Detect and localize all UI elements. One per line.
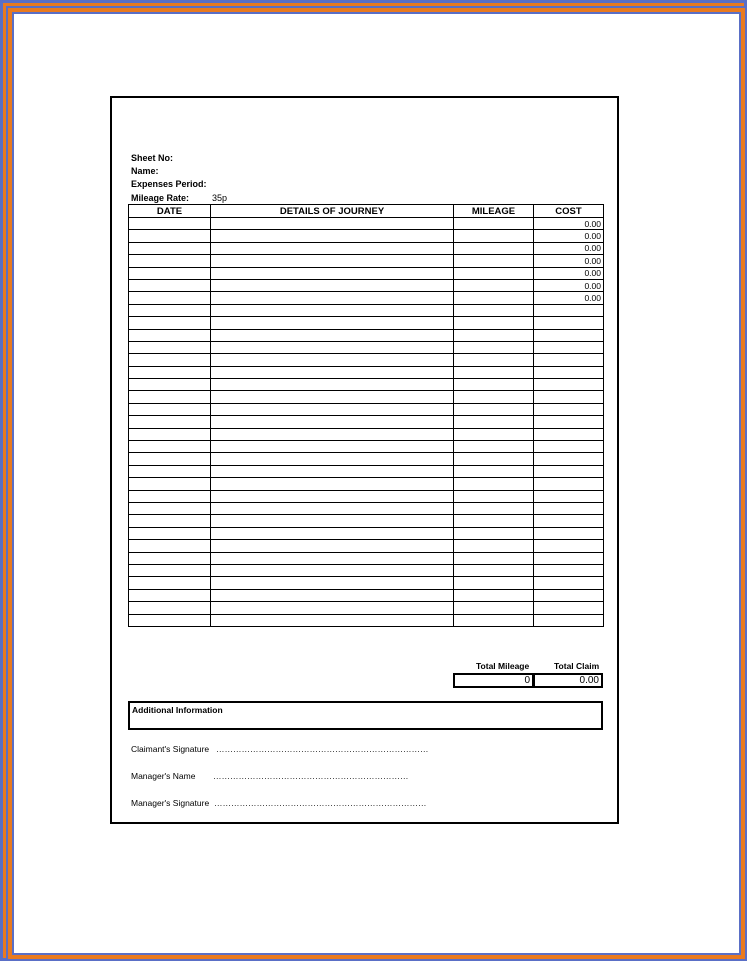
mileage-cell[interactable]	[454, 527, 534, 539]
date-cell[interactable]	[129, 292, 211, 304]
details-cell[interactable]	[211, 527, 454, 539]
table-header-row	[129, 205, 604, 218]
cost-cell[interactable]	[534, 490, 604, 502]
details-cell[interactable]	[211, 304, 454, 316]
cost-cell[interactable]	[534, 354, 604, 366]
table-row	[129, 403, 604, 415]
details-cell[interactable]	[211, 230, 454, 242]
date-cell[interactable]	[129, 341, 211, 353]
mileage-cell[interactable]	[454, 329, 534, 341]
cost-cell[interactable]	[534, 391, 604, 403]
table-row	[129, 527, 604, 539]
table-body	[129, 218, 604, 627]
date-cell[interactable]	[129, 564, 211, 576]
date-cell[interactable]	[129, 391, 211, 403]
mileage-cell[interactable]	[454, 403, 534, 415]
mileage-cell[interactable]	[454, 230, 534, 242]
cost-cell[interactable]	[534, 552, 604, 564]
cost-cell[interactable]	[534, 589, 604, 601]
date-cell[interactable]	[129, 416, 211, 428]
details-cell[interactable]	[211, 515, 454, 527]
claimant-signature-label: Claimant's Signature	[131, 744, 210, 754]
details-cell[interactable]	[211, 218, 454, 230]
mileage-cell[interactable]	[454, 341, 534, 353]
details-cell[interactable]	[211, 502, 454, 514]
table-row	[129, 589, 604, 601]
details-cell[interactable]	[211, 552, 454, 564]
details-cell[interactable]	[211, 478, 454, 490]
date-cell[interactable]	[129, 552, 211, 564]
date-cell[interactable]	[129, 478, 211, 490]
mileage-cell[interactable]	[454, 465, 534, 477]
date-cell[interactable]	[129, 218, 211, 230]
table-row	[129, 366, 604, 378]
cost-cell[interactable]	[534, 441, 604, 453]
details-cell[interactable]	[211, 614, 454, 626]
table-row	[129, 304, 604, 316]
table-row	[129, 230, 604, 242]
date-cell[interactable]	[129, 515, 211, 527]
cost-cell[interactable]	[534, 577, 604, 589]
date-cell[interactable]	[129, 242, 211, 254]
cost-cell[interactable]	[534, 564, 604, 576]
cost-cell[interactable]	[534, 527, 604, 539]
cost-cell[interactable]	[534, 515, 604, 527]
details-cell[interactable]	[211, 341, 454, 353]
date-cell[interactable]	[129, 304, 211, 316]
details-cell[interactable]	[211, 428, 454, 440]
mileage-cell[interactable]	[454, 614, 534, 626]
additional-info-label: Additional Information	[132, 705, 223, 715]
mileage-cell[interactable]	[454, 416, 534, 428]
table-row	[129, 428, 604, 440]
col-cost: COST	[534, 205, 604, 218]
cost-cell[interactable]	[534, 341, 604, 353]
manager-name-line[interactable]: ……………………………………………………………	[213, 771, 409, 781]
mileage-cell[interactable]	[454, 354, 534, 366]
table-row	[129, 416, 604, 428]
mileage-cell[interactable]	[454, 502, 534, 514]
details-cell[interactable]	[211, 577, 454, 589]
mileage-cell[interactable]	[454, 267, 534, 279]
table-row	[129, 490, 604, 502]
table-row	[129, 540, 604, 552]
table-row	[129, 515, 604, 527]
table-row	[129, 329, 604, 341]
mileage-cell[interactable]	[454, 577, 534, 589]
name-label: Name:	[131, 166, 159, 176]
cost-cell[interactable]	[534, 478, 604, 490]
table-row	[129, 552, 604, 564]
details-cell[interactable]	[211, 329, 454, 341]
date-cell[interactable]	[129, 329, 211, 341]
date-cell[interactable]	[129, 453, 211, 465]
details-cell[interactable]	[211, 453, 454, 465]
details-cell[interactable]	[211, 602, 454, 614]
cost-cell[interactable]: 0.00	[534, 279, 604, 291]
cost-cell[interactable]	[534, 465, 604, 477]
mileage-cell[interactable]	[454, 602, 534, 614]
table-row	[129, 341, 604, 353]
cost-cell[interactable]	[534, 602, 604, 614]
cost-cell[interactable]: 0.00	[534, 267, 604, 279]
details-cell[interactable]	[211, 540, 454, 552]
cost-cell[interactable]	[534, 304, 604, 316]
manager-name-label: Manager's Name	[131, 771, 196, 781]
date-cell[interactable]	[129, 230, 211, 242]
date-cell[interactable]	[129, 279, 211, 291]
table-row	[129, 478, 604, 490]
details-cell[interactable]	[211, 279, 454, 291]
manager-signature-line[interactable]: …………………………………………………………………	[214, 798, 427, 808]
details-cell[interactable]	[211, 465, 454, 477]
mileage-cell[interactable]	[454, 242, 534, 254]
mileage-cell[interactable]	[454, 564, 534, 576]
table-row	[129, 255, 604, 267]
col-mileage: MILEAGE	[454, 205, 534, 218]
cost-cell[interactable]	[534, 453, 604, 465]
cost-cell[interactable]	[534, 379, 604, 391]
mileage-cell[interactable]	[454, 292, 534, 304]
table-row	[129, 354, 604, 366]
table-row	[129, 218, 604, 230]
mileage-rate-value: 35p	[212, 193, 228, 203]
cost-cell[interactable]	[534, 428, 604, 440]
details-cell[interactable]	[211, 490, 454, 502]
date-cell[interactable]	[129, 255, 211, 267]
mileage-cell[interactable]	[454, 441, 534, 453]
mileage-rate-label: Mileage Rate:	[131, 193, 190, 203]
date-cell[interactable]	[129, 502, 211, 514]
cost-cell[interactable]	[534, 366, 604, 378]
table-row	[129, 267, 604, 279]
table-row	[129, 441, 604, 453]
details-cell[interactable]	[211, 242, 454, 254]
date-cell[interactable]	[129, 490, 211, 502]
date-cell[interactable]	[129, 602, 211, 614]
table-row	[129, 614, 604, 626]
table-row	[129, 602, 604, 614]
total-mileage-box[interactable]: 0	[453, 673, 534, 688]
details-cell[interactable]	[211, 317, 454, 329]
details-cell[interactable]	[211, 416, 454, 428]
col-details: DETAILS OF JOURNEY	[211, 205, 454, 218]
cost-cell[interactable]	[534, 502, 604, 514]
table-row	[129, 279, 604, 291]
table-row	[129, 465, 604, 477]
mileage-cell[interactable]	[454, 379, 534, 391]
date-cell[interactable]	[129, 428, 211, 440]
total-mileage-label: Total Mileage	[476, 661, 530, 671]
mileage-cell[interactable]	[454, 540, 534, 552]
manager-signature-label: Manager's Signature	[131, 798, 210, 808]
total-claim-label: Total Claim	[554, 661, 600, 671]
mileage-cell[interactable]	[454, 490, 534, 502]
cost-cell[interactable]	[534, 317, 604, 329]
cost-cell[interactable]: 0.00	[534, 218, 604, 230]
claimant-signature-line[interactable]: …………………………………………………………………	[216, 744, 429, 754]
cost-cell[interactable]	[534, 416, 604, 428]
details-cell[interactable]	[211, 403, 454, 415]
cost-cell[interactable]: 0.00	[534, 230, 604, 242]
date-cell[interactable]	[129, 577, 211, 589]
mileage-cell[interactable]	[454, 317, 534, 329]
date-cell[interactable]	[129, 614, 211, 626]
details-cell[interactable]	[211, 589, 454, 601]
cost-cell[interactable]	[534, 329, 604, 341]
additional-info-box[interactable]	[128, 701, 603, 730]
date-cell[interactable]	[129, 354, 211, 366]
date-cell[interactable]	[129, 403, 211, 415]
cost-cell[interactable]: 0.00	[534, 242, 604, 254]
cost-cell[interactable]	[534, 403, 604, 415]
details-cell[interactable]	[211, 441, 454, 453]
date-cell[interactable]	[129, 465, 211, 477]
mileage-cell[interactable]	[454, 366, 534, 378]
details-cell[interactable]	[211, 564, 454, 576]
date-cell[interactable]	[129, 317, 211, 329]
cost-cell[interactable]: 0.00	[534, 292, 604, 304]
table-row	[129, 391, 604, 403]
details-cell[interactable]	[211, 354, 454, 366]
table-row	[129, 502, 604, 514]
mileage-cell[interactable]	[454, 428, 534, 440]
details-cell[interactable]	[211, 366, 454, 378]
details-cell[interactable]	[211, 391, 454, 403]
mileage-cell[interactable]	[454, 589, 534, 601]
table-row	[129, 564, 604, 576]
mileage-cell[interactable]	[454, 304, 534, 316]
table-row	[129, 242, 604, 254]
expenses-period-label: Expenses Period:	[131, 179, 207, 189]
journey-table	[128, 204, 604, 627]
mileage-cell[interactable]	[454, 218, 534, 230]
details-cell[interactable]	[211, 267, 454, 279]
mileage-cell[interactable]	[454, 478, 534, 490]
details-cell[interactable]	[211, 292, 454, 304]
mileage-cell[interactable]	[454, 453, 534, 465]
date-cell[interactable]	[129, 540, 211, 552]
mileage-cell[interactable]	[454, 279, 534, 291]
cost-cell[interactable]	[534, 540, 604, 552]
mileage-cell[interactable]	[454, 552, 534, 564]
date-cell[interactable]	[129, 527, 211, 539]
date-cell[interactable]	[129, 379, 211, 391]
table-row	[129, 577, 604, 589]
table-row	[129, 317, 604, 329]
total-claim-box[interactable]: 0.00	[533, 673, 603, 688]
mileage-cell[interactable]	[454, 515, 534, 527]
table-row	[129, 292, 604, 304]
date-cell[interactable]	[129, 366, 211, 378]
table-row	[129, 379, 604, 391]
table-row	[129, 453, 604, 465]
sheet-no-label: Sheet No:	[131, 153, 174, 163]
details-cell[interactable]	[211, 255, 454, 267]
mileage-cell[interactable]	[454, 391, 534, 403]
cost-cell[interactable]: 0.00	[534, 255, 604, 267]
details-cell[interactable]	[211, 379, 454, 391]
col-date: DATE	[129, 205, 211, 218]
mileage-cell[interactable]	[454, 255, 534, 267]
date-cell[interactable]	[129, 441, 211, 453]
date-cell[interactable]	[129, 589, 211, 601]
date-cell[interactable]	[129, 267, 211, 279]
cost-cell[interactable]	[534, 614, 604, 626]
